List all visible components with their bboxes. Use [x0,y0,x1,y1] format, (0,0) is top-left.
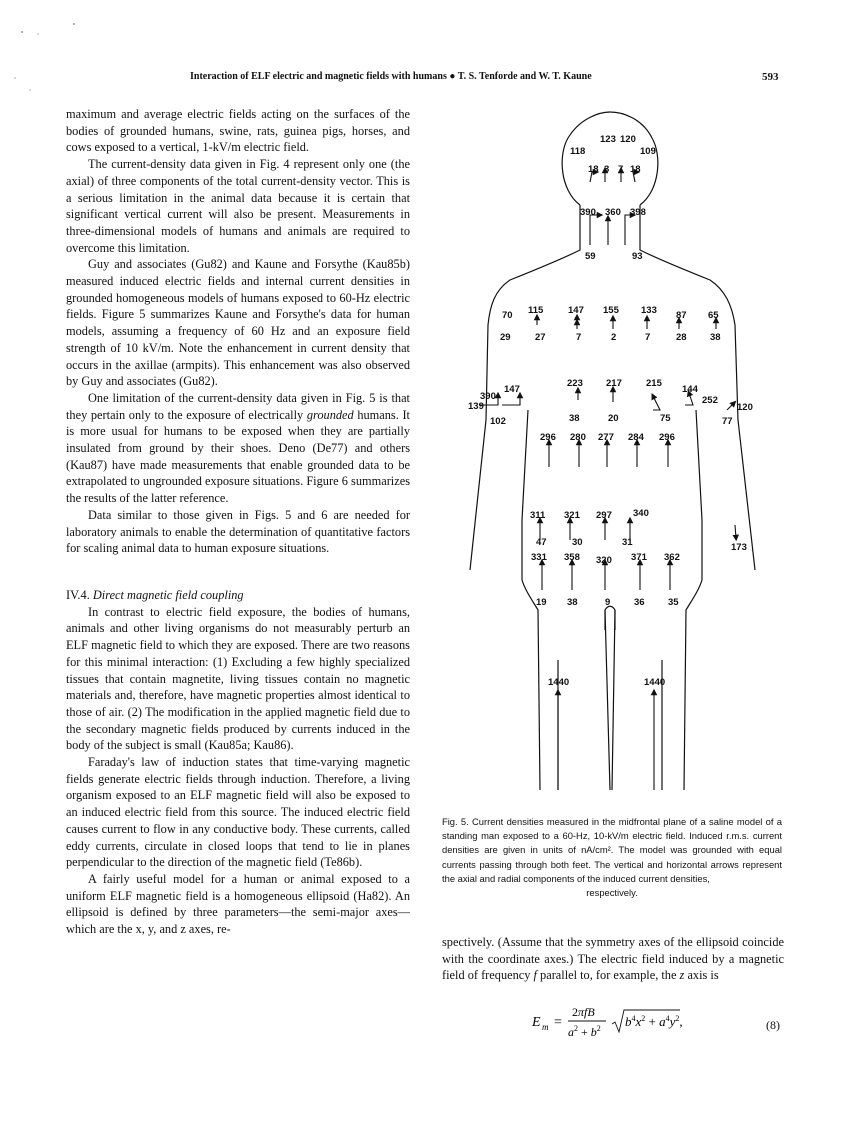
fig-label: 133 [641,305,657,316]
fig-label: 296 [540,432,556,443]
svg-text:a2 + b2: $a^2 + b^2$ [568,1024,601,1039]
paragraph: Data similar to those given in Figs. 5 and 6 are needed for laboratory animals to enable the determination of quantitative factors for scaling animal data to human exposure situations. [66,507,410,556]
fig-label: 47 [536,537,547,548]
fig-label: 118 [570,146,586,157]
fig-label: 280 [570,432,586,443]
fig-label: 7 [576,332,582,343]
paragraph: The current-density data given in Fig. 4 represent only one (the axial) of three components of the total current-density vector. This is a serious limitation in the animal data because it is certain that significant vertical current will also be present. Measurements in three-dimensional models of humans and animals are required to overcome this limitation. [66,157,410,255]
section-number: IV.4. [66,587,90,602]
fig-label: 120 [737,402,753,413]
section-heading [66,587,410,604]
paragraph: In contrast to electric field exposure, the bodies of humans, animals and other living organisms do not measurably perturb an ELF magnetic field to which they are exposed. There are two reasons for this minimal interaction: (1) Excluding a few highly specialized tissues that contain magnetite, living tissues contain no magnetic materials and, therefore, have magnetic properties almost identical to those of air. (2) The modification in the applied magnetic field due to the secondary magnetic fields produced by currents induced in the body of the subject is small (Kau85a; Kau86). [66,604,410,753]
emphasis: grounded [306,407,354,422]
fig-label: 27 [535,332,546,343]
fig-label: 2 [611,332,617,343]
fig-label: 296 [659,432,675,443]
fig-label: 358 [564,552,580,563]
paragraph: maximum and average electric fields acting on the surfaces of the bodies of grounded humans, swine, rats, guinea pigs, horses, and cows exposed to a vertical, 1-kV/m electric field. [66,107,410,155]
fig-label: 223 [567,378,583,389]
fig-label: 1440 [548,677,570,688]
fig-label: 38 [569,413,580,424]
fig-label: 360 [605,207,621,218]
fig-label: 321 [564,510,580,521]
fig-label: 7 [645,332,651,343]
figure-5-body-diagram [440,100,785,810]
fig-label: 29 [500,332,511,343]
paragraph: spectively. (Assume that the symmetry axes of the ellipsoid coincide with the coordinate axes.) The electric field induced by a magnetic field of frequency f parallel to, for example, the z axis is [442,935,784,983]
fig-label: 277 [598,432,614,443]
fig-label: 75 [660,413,671,424]
svg-text:b4x2 + a4y2,: $b^4x^2 + a^4y^2$, [625,1014,683,1029]
fig-label: 311 [530,510,546,521]
fig-label: 390 [480,391,496,402]
fig-label: 36 [634,597,645,608]
fig-label: 1440 [644,677,666,688]
fig-label: 70 [502,310,513,321]
fig-label: 340 [633,508,649,519]
fig-label: 215 [646,378,662,389]
fig-label: 362 [664,552,680,563]
svg-text:=: = [554,1015,562,1030]
figure-labels [468,134,753,688]
fig-label: 252 [702,395,718,406]
fig-label: 284 [628,432,644,443]
page-number: 593 [762,71,779,83]
paragraph: A fairly useful model for a human or animal exposed to a uniform ELF magnetic field is a homogeneous ellipsoid (Ha82). An ellipsoid is defined by three parameters—the semi-major axes—which are the x, y, and z axes, re- [66,871,410,937]
fig-label: 18 [630,164,641,175]
fig-label: 31 [622,537,633,548]
caption-text: Fig. 5. Current densities measured in the midfrontal plane of a saline model of a standing man exposed to a 60-Hz, 10-kV/m electric field. Induced r.m.s. current densities are given in units of nA/cm². The model was grounded with equal currents passing through both feet. The vertical and horizontal arrows represent the axial and radial components of the induced current densities, [442,816,782,884]
fig-label: 144 [682,384,698,395]
paragraph: Guy and associates (Gu82) and Kaune and Forsythe (Kau85b) measured induced electric fields and internal current densities in grounded homogeneous models of humans exposed to 60-Hz electric fields. Figure 5 summarizes Kaune and Forsythe's data for human models, assuming a frequency of 60 Hz and an exposure field strength of 10 kV/m. Note the enhancement in current density that occurs in the axillae (armpits). This enhancement was also observed by Guy and associates (Gu82). [66,257,410,389]
figure-caption [442,815,782,900]
fig-label: 9 [605,597,611,608]
fig-label: 147 [504,384,520,395]
fig-label: 155 [603,305,619,316]
left-column [66,106,410,938]
fig-label: 390 [580,207,596,218]
fig-label: 18 [588,164,599,175]
svg-text:E: E [532,1015,541,1030]
header-title: Interaction of ELF electric and magnetic fields with humans ● T. S. Tenforde and W. T. Kaune [190,71,592,82]
svg-text:m: m [542,1022,549,1032]
fig-label: 77 [722,416,733,427]
fig-label: 65 [708,310,719,321]
fig-label: 398 [630,207,646,218]
fig-label: 20 [608,413,619,424]
equation-8 [530,1002,790,1042]
equation-number: (8) [766,1018,780,1032]
paragraph: One limitation of the current-density data given in Fig. 5 is that they pertain only to the exposure of electrically grounded humans. It is more usual for humans to be exposed when they are partially insulated from ground by their shoes. Deno (De77) and others (Kau87) have made measurements that enable grounded data to be extrapolated to ungrounded exposure situations. Figure 6 summarizes the results of the latter reference. [66,390,410,506]
fig-label: 123 [600,134,616,145]
caption-last-line: respectively. [586,887,638,899]
fig-label: 35 [668,597,679,608]
fig-label: 38 [710,332,721,343]
right-column [442,934,784,984]
fig-label: 217 [606,378,622,389]
fig-label: 120 [620,134,636,145]
fig-label: 139 [468,401,484,412]
fig-label: 173 [731,542,747,553]
fig-label: 38 [567,597,578,608]
svg-text:2πfB: 2πfB [572,1005,595,1019]
fig-label: 3 [604,164,610,175]
fig-label: 19 [536,597,547,608]
fig-label: 109 [640,146,656,157]
fig-label: 59 [585,251,596,262]
fig-label: 371 [631,552,647,563]
fig-label: 320 [596,555,612,566]
fig-label: 30 [572,537,583,548]
fig-label: 115 [528,305,544,316]
fig-label: 7 [618,164,624,175]
fig-label: 147 [568,305,584,316]
equation-formula [530,1002,750,1042]
fig-label: 28 [676,332,687,343]
fig-label: 102 [490,416,506,427]
fig-label: 87 [676,310,687,321]
running-header [0,68,849,88]
paragraph: Faraday's law of induction states that time-varying magnetic fields generate electric fields through induction. Therefore, a living organism exposed to an ELF magnetic field will also be exposed to an induced electric field from this source. The induced electric field causes current to flow in any conductive body. These currents, called eddy currents, circulate in closed loops that tend to lie in planes perpendicular to the direction of the magnetic field (Te86b). [66,755,410,870]
fig-label: 297 [596,510,612,521]
section-title: Direct magnetic field coupling [92,587,244,602]
fig-label: 331 [531,552,547,563]
fig-label: 93 [632,251,643,262]
